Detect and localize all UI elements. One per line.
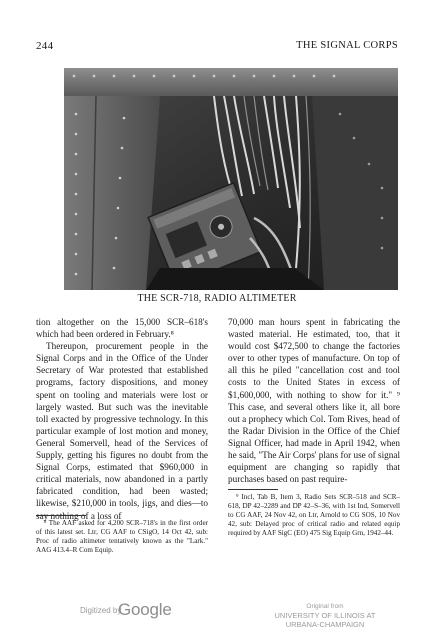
digitized-by-label: Digitized by xyxy=(80,606,122,615)
running-title: THE SIGNAL CORPS xyxy=(296,40,398,51)
left-footnote-rule xyxy=(36,515,86,516)
right-footnote xyxy=(228,493,400,538)
footnote-9: ⁹ Incl, Tab B, Item 3, Radio Sets SCR–518 and SCR–618, DP 42–2289 and DP 42–S–36, with 1st Ind, Somervell to CG AAF, 24 Nov 42, on Ltr, Arnold to CG SOS, 10 Nov 42, sub: Delayed proc of critical radio and related equip required by AAF SigC (EO) 475 Sig Equip Grn, 1942–44. xyxy=(228,493,400,538)
figure-caption: THE SCR-718, RADIO ALTIMETER xyxy=(137,293,297,304)
footnote-8: ⁸ The AAF asked for 4,200 SCR–718's in the first order of this latest set. Ltr, CG AAF to CSigO, 14 Oct 42, sub: Proc of radio altimeter tentatively known as the "Lark." AAG 413.4–R Com Equip. xyxy=(36,519,208,555)
institution-line-2: URBANA-CHAMPAIGN xyxy=(285,620,365,629)
institution-line-1: UNIVERSITY OF ILLINOIS AT xyxy=(274,611,376,620)
altimeter-photograph xyxy=(64,68,398,290)
right-footnote-rule xyxy=(228,489,278,490)
right-paragraph-1: 70,000 man hours spent in fabricating the wasted material. He estimated, too, that it would cost $472,500 to change the factories over to other types of manufacture. On top of all this he piled "cancellation cost and tool costs to the United States in excess of $1,600,000, with nothing to show for it." ⁹ This case, and several others like it, all bore out a prophecy which Col. Tom Rives, head of the Radar Division in the Office of the Chief Signal Officer, had made in April 1942, when he said, "The Air Corps' plans for use of signal equipment are changing so rapidly that purchases based on past require- xyxy=(228,317,400,485)
original-from-label: Original from xyxy=(306,603,344,610)
left-paragraph-2: Thereupon, procurement people in the Signal Corps and in the Office of the Under Secretary of War protested that established programs, factory dispositions, and money spent on tooling and materials were lost or largely wasted. But such was the inevitable toll exacted by progressive technology. In this particular example of lost motion and money, General Somervell, head of the Services of Supply, getting his figures no doubt from the Signal Corps, estimated that $960,000 in critical materials, now abandoned in a partly fabricated condition, had been wasted; likewise, $210,000 in tools, jigs, and dies—to say nothing of a loss of xyxy=(36,341,208,521)
photo-illustration xyxy=(64,68,398,290)
digitization-footer xyxy=(0,602,432,632)
left-paragraph-1: tion altogether on the 15,000 SCR–618's which had been ordered in February.⁸ xyxy=(36,317,208,340)
running-header xyxy=(36,40,398,56)
right-column xyxy=(228,316,400,485)
left-footnote xyxy=(36,519,208,555)
left-column xyxy=(36,316,208,522)
original-source xyxy=(250,602,400,629)
google-logo: Google xyxy=(118,600,172,619)
page-number: 244 xyxy=(36,40,54,52)
